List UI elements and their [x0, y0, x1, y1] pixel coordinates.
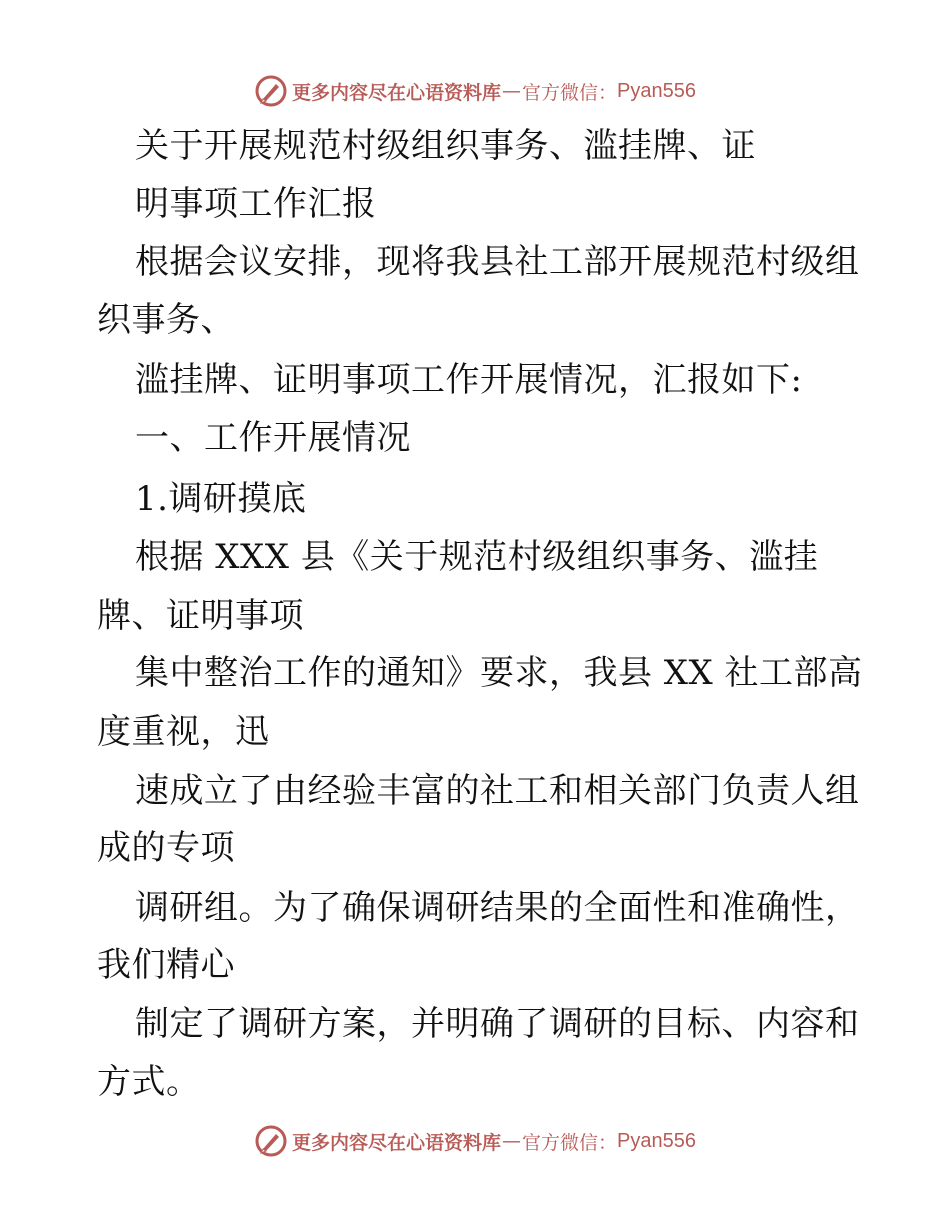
footer-watermark — [0, 1121, 950, 1161]
doc-text-line: 集中整治工作的通知》要求，我县 XX 社工部高 — [135, 653, 863, 693]
doc-text-line: 根据 XXX 县《关于规范村级组织事务、滥挂 — [135, 537, 819, 577]
pen-logo-icon — [254, 1124, 288, 1158]
doc-text-line: 我们精心 — [97, 945, 235, 985]
doc-text-line: 织事务、 — [97, 300, 235, 340]
doc-title-line-2: 明事项工作汇报 — [135, 184, 377, 224]
watermark-wechat-id: Pyan556 — [617, 79, 696, 102]
pen-logo-icon — [254, 74, 288, 108]
doc-text-line: 滥挂牌、证明事项工作开展情况，汇报如下: — [135, 360, 803, 400]
watermark-dash: — — [502, 1130, 522, 1152]
doc-text-line: 牌、证明事项 — [97, 596, 304, 636]
doc-title-line-1: 关于开展规范村级组织事务、滥挂牌、证 — [135, 126, 756, 166]
doc-text-line: 根据会议安排，现将我县社工部开展规范村级组 — [135, 242, 860, 282]
doc-subsection-heading: 1.调研摸底 — [135, 479, 307, 519]
doc-text-line: 速成立了由经验丰富的社工和相关部门负责人组 — [135, 771, 860, 811]
doc-section-heading: 一、工作开展情况 — [135, 418, 411, 458]
doc-text-line: 制定了调研方案，并明确了调研的目标、内容和 — [135, 1004, 860, 1044]
watermark-site-text: 更多内容尽在心语资料库 — [292, 1131, 502, 1154]
watermark-wechat-label: 官方微信： — [522, 1131, 618, 1154]
doc-text-line: 调研组。为了确保调研结果的全面性和准确性， — [135, 888, 860, 928]
header-watermark — [0, 71, 950, 111]
watermark-wechat-label: 官方微信： — [522, 81, 618, 104]
doc-text-line: 方式。 — [97, 1062, 201, 1102]
watermark-wechat-id: Pyan556 — [617, 1129, 696, 1152]
doc-text-line: 度重视，迅 — [97, 712, 270, 752]
doc-text-line: 成的专项 — [97, 828, 235, 868]
watermark-site-text: 更多内容尽在心语资料库 — [292, 81, 502, 104]
watermark-dash: — — [502, 80, 522, 102]
